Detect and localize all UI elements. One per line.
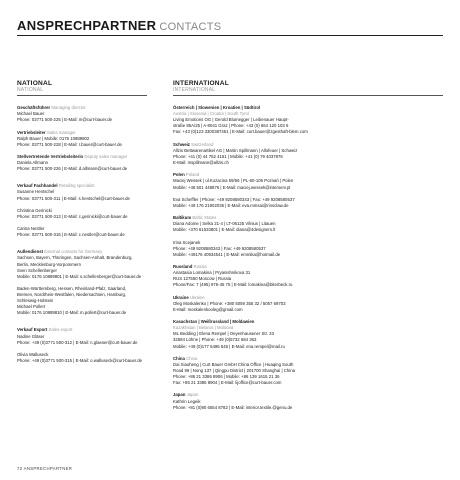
contact-heading-english: Sales export xyxy=(48,327,73,333)
contact-line: Eva Scheffler | Phone: +49 9208580343 | Fax: +49 9208580537 xyxy=(173,196,295,202)
contact-block xyxy=(173,295,443,313)
contact-line: Mobile: +49 (0)177 6496 545 | E-Mail: ena.rempel@mail.ru xyxy=(173,343,285,349)
contact-line: straße 85A/25 | A-8041 Graz | Phone: +43 (0) 664 120 103 6 xyxy=(173,123,289,129)
contact-block xyxy=(173,215,443,233)
contact-line: Diana Adome | Selka 21-4 | LT-06125 Vilnius | Litauen xyxy=(173,221,276,227)
contact-block xyxy=(17,327,147,345)
contact-line: Phone: 03771 500-225 | E-Mail: m@curt-bauer.de xyxy=(17,117,113,123)
contact-heading-english: Russia xyxy=(193,264,207,270)
contact-line: Christina Gerinicki xyxy=(17,207,52,213)
contact-heading-text: Kasachstan | Weißrussland | Moldawien xyxy=(173,319,255,325)
contact-block xyxy=(17,226,147,238)
contact-line: Phone: +49 (0)3771 500-315 | E-Mail: o.walluseck@curt-bauer.de xyxy=(17,358,143,364)
national-column xyxy=(17,80,147,370)
contact-line: Phone: +49 (0)3771 500-312 | E-Mail: n.glaeser@curt-bauer.de xyxy=(17,339,138,345)
contact-block xyxy=(173,264,443,288)
contact-line: Fax: +43 (0)123 3300387451 | E-Mail: curt.bauer@zgesthaft-blem.com xyxy=(173,129,308,135)
contact-heading-text: Verkauf Export xyxy=(17,327,48,333)
contact-heading-text: Japan xyxy=(173,392,186,398)
contact-heading-text: Verkauf Fachhandel xyxy=(17,183,58,189)
contact-heading-text: Russland xyxy=(173,264,193,270)
contact-block xyxy=(173,240,443,258)
contact-line: Mobile: +49176 40934541 | E-Mail: emmika@hotmail.de xyxy=(173,251,281,257)
contact-line: Phone: +49 9208580343 | Fax: +49 9208580537 xyxy=(173,245,266,251)
page-footer xyxy=(17,466,72,471)
contact-heading-english: Retailing specialist xyxy=(58,183,95,189)
contact-line: Phone: 03771 500-313 | E-Mail: c.gerinicki@curt-bauer.de xyxy=(17,213,128,219)
contact-block xyxy=(17,130,147,148)
contact-line: Road 99 | Nong 137 | Qingpu District | 201700 Shanghai | China xyxy=(173,367,295,373)
international-column xyxy=(173,80,443,417)
national-heading: NATIONAL xyxy=(17,80,53,87)
page-title-sub: CONTACTS xyxy=(159,21,222,33)
contact-block xyxy=(173,197,443,209)
contact-heading-english: Japan xyxy=(186,392,199,398)
contact-heading-text: Stellvertretende Vertriebsleiterin xyxy=(17,154,84,160)
contact-block xyxy=(17,183,147,201)
contact-line: Anastasia Lomakina | Pryanishnikova 31 xyxy=(173,270,251,276)
contact-block xyxy=(17,154,147,172)
contact-line: Phone: +81 (0)90 6554 8782 | E-Mail: interior.textile.@genu.de xyxy=(173,404,293,410)
contact-heading-english: Sales manager xyxy=(46,129,76,135)
contact-line: RUS 127550 Moscow | Russia xyxy=(173,276,232,282)
contact-block xyxy=(17,286,147,316)
contact-line: Bremen, Nordrhein-Westfalen, Niedersachsen, Hamburg, xyxy=(17,292,127,298)
contact-line: Phone: 03771 500-228 | E-Mail: r.bauer@curt-bauer.de xyxy=(17,141,122,147)
contact-heading-text: Polen xyxy=(173,172,185,178)
contact-line: Mobile: 0176 10889810 | E-Mail: m.pollert@curt-bauer.de xyxy=(17,310,127,316)
contact-heading-english: External contacts for Germany xyxy=(44,249,103,255)
contact-heading-english: China xyxy=(186,355,198,361)
contact-line: Berlin, Mecklenburg-Vorpommern xyxy=(17,261,82,267)
contact-line: Irina Scejanek xyxy=(173,239,201,245)
contact-heading-text: China xyxy=(173,355,185,361)
contact-line: Ralph Bauer | Mobile: 0176 10889802 xyxy=(17,135,90,141)
contact-block xyxy=(17,208,147,220)
contact-line: Baden-Württemberg, Hessen, Rheinland-Pfalz, Saarland, xyxy=(17,286,127,291)
page-title-main: ANSPRECHPARTNER xyxy=(17,18,157,33)
contact-heading-text: Schweiz xyxy=(173,141,190,147)
page-title xyxy=(17,18,221,33)
contact-line: Phone: +86 21 3386 8906 | Mobile: +86 139 1615 21 36 xyxy=(173,374,280,380)
contact-line: Oleg Moskalenko | Phone: +380 5059 355 32 / 5057 69703 xyxy=(173,300,286,306)
contact-line: Carina Nestler xyxy=(17,226,45,232)
contact-line: Sven Schellenberger xyxy=(17,267,57,273)
international-heading: INTERNATIONAL xyxy=(173,80,229,87)
contact-line: Allzis Bettwarenartikel AG | Martin Spillmann | Allofeuer | Schweiz xyxy=(173,147,298,153)
international-subheading: INTERNATIONAL xyxy=(173,87,216,93)
contact-heading-english: Deputy sales manager xyxy=(84,154,128,160)
contact-block xyxy=(173,172,443,190)
contact-block xyxy=(17,352,147,364)
contact-heading-english: Ukraine xyxy=(189,294,205,300)
contact-heading-text: Außendienst xyxy=(17,249,44,255)
contact-line: Phone: 03771 500-311 | E-Mail: s.hentschel@curt-bauer.de xyxy=(17,195,130,201)
contact-line: Fax: +86 21 3386 8904 | E-Mail: lijoffice@curt-bauer.com xyxy=(173,380,282,386)
contact-block xyxy=(173,392,443,410)
contact-block xyxy=(17,249,147,279)
international-rule xyxy=(173,95,443,96)
contact-block xyxy=(173,142,443,166)
contact-heading-text: Baltikum xyxy=(173,215,192,221)
contact-line: Phone/Fax: 7 (495) 976-45 75 | E-Mail: lomakina@biterbeck.ru xyxy=(173,282,293,288)
contact-line: E-Mail: moskalenkooleg@gmail.com xyxy=(173,306,243,312)
contact-line: Schleswig-Holstein xyxy=(17,298,54,304)
contact-line: Olivia Walluseck xyxy=(17,351,49,357)
contact-block xyxy=(173,319,443,349)
contact-line: Phone: 03771 500-316 | E-Mail: c.nestler@curt-bauer.de xyxy=(17,232,125,238)
international-contact-list xyxy=(173,105,443,411)
contact-line: Dai Xiaoheng | Curt Bauer GmbH China Office | Huaqing South xyxy=(173,361,294,367)
contact-line: Michael Pollert xyxy=(17,304,46,310)
national-rule xyxy=(17,95,147,96)
national-subheading: NATIONAL xyxy=(17,87,44,93)
contact-line: Mobile: +48 501 448876 | E-Mail: maciej.wessek@interserv.pl xyxy=(173,184,291,190)
contact-line: 32584 Löhne | Phone: +49 (0)5732 684 363 xyxy=(173,337,257,343)
contact-block xyxy=(17,105,147,123)
contact-line: Michael Bauer xyxy=(17,111,45,117)
contact-line: Austria | Slovenia | Croatia | South Tyrol xyxy=(173,111,249,117)
contact-line: Living Emotions OG | Gerold Blumegger | Leibenauer Haupt- xyxy=(173,117,289,123)
contact-block xyxy=(173,105,443,135)
contact-line: Sachsen, Bayern, Thüringen, Sachsen-Anhalt, Brandenburg, xyxy=(17,255,133,261)
contact-line: Phone: 03771 500-226 | E-Mail: d.allmann@curt-bauer.de xyxy=(17,166,128,172)
contact-line: Mobile: +49 176 21902035 | E-Mail: eva.mmsai@rinsclaw.de xyxy=(173,202,289,208)
footer-label: ANSPRECHPARTNER xyxy=(23,466,73,471)
contact-block xyxy=(173,356,443,386)
title-rule xyxy=(17,35,443,36)
contact-line: ML Bedding | Elena Rempel | Oeyenhausener Str. 33 xyxy=(173,331,274,337)
contact-line: Susanne Hentschel xyxy=(17,189,55,195)
contact-line: E-Mail: mspillmann@allzis.ch xyxy=(173,160,229,166)
page-number: 72 xyxy=(17,466,23,471)
contact-heading-text: Ukraine xyxy=(173,294,189,300)
contact-heading-english: Baltic States xyxy=(192,215,217,221)
national-contact-list xyxy=(17,105,147,364)
contact-heading-english: Switzerland xyxy=(191,141,214,147)
contact-line: Nadine Gläser xyxy=(17,333,45,339)
contact-line: Maciej Wessek | ul.Kozacina 59/56 | PL-60-105 Poznań | Polen xyxy=(173,178,294,184)
contact-line: Kazakhstan | Belarus | Moldova xyxy=(173,325,234,331)
contact-line: Daniela Allmann xyxy=(17,160,49,166)
contact-line: Phone: +41 (0) 44 762 4161 | Mobile: +41 (0) 79 4037876 xyxy=(173,153,283,159)
contact-heading-english: Poland xyxy=(185,172,200,178)
contact-line: Mobile: 0176 10889801 | E-Mail: s.schellenberger@curt-bauer.de xyxy=(17,273,142,279)
contact-heading-text: Geschäftsführer xyxy=(17,105,51,111)
contact-heading-english: Managing director xyxy=(51,105,86,111)
contact-heading-text: Österreich | Slowenien | Kroatien | Südtirol xyxy=(173,105,261,111)
contact-line: Mobile: +370 61533801 | E-Mail: diana@4designers.lt xyxy=(173,227,276,233)
contact-line: Kathrin Legeik xyxy=(173,398,201,404)
contact-heading-text: Vertriebsleiter xyxy=(17,129,46,135)
